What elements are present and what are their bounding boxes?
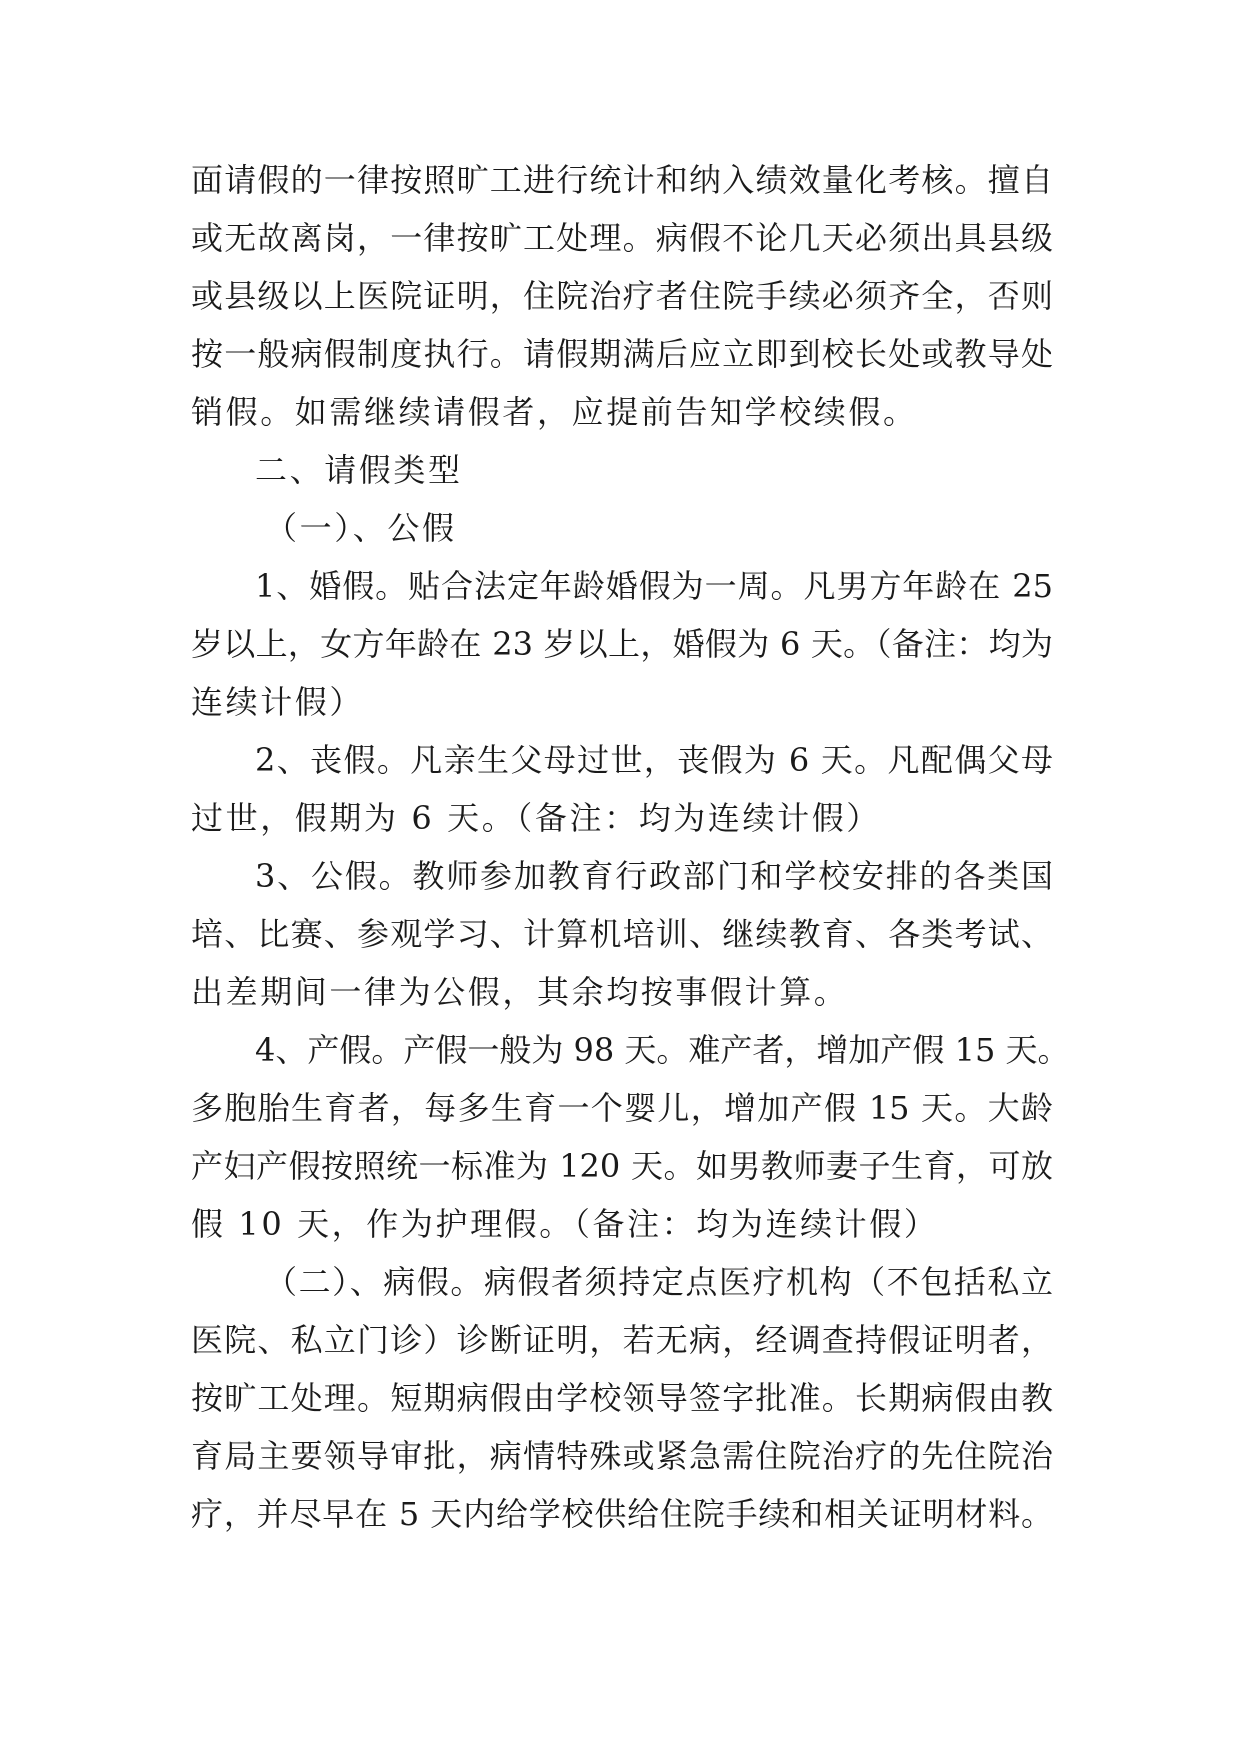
subsection-heading: （一）、公假 (265, 509, 457, 547)
paragraph-line: 出差期间一律为公假，其余均按事假计算。 (191, 973, 849, 1011)
paragraph-line: 多胞胎生育者，每多生育一个婴儿，增加产假 15 天。大龄 (191, 1089, 1053, 1127)
paragraph-line: 过世，假期为 6 天。（备注：均为连续计假） (191, 799, 881, 837)
paragraph-line: 3、公假。教师参加教育行政部门和学校安排的各类国 (255, 857, 1053, 895)
paragraph-line: 或无故离岗，一律按旷工处理。病假不论几天必须出具县级 (191, 219, 1053, 257)
paragraph-line: （二）、病假。病假者须持定点医疗机构（不包括私立 (265, 1263, 1053, 1301)
paragraph-line: 岁以上，女方年龄在 23 岁以上，婚假为 6 天。（备注：均为 (191, 625, 1053, 663)
document-body (191, 151, 1070, 1543)
paragraph-line: 育局主要领导审批，病情特殊或紧急需住院治疗的先住院治 (191, 1437, 1053, 1475)
paragraph-line: 疗，并尽早在 5 天内给学校供给住院手续和相关证明材料。 (191, 1495, 1053, 1533)
paragraph-line: 连续计假） (191, 683, 365, 721)
paragraph-line: 产妇产假按照统一标准为 120 天。如男教师妻子生育，可放 (191, 1147, 1053, 1185)
paragraph-line: 1、婚假。贴合法定年龄婚假为一周。凡男方年龄在 25 (255, 567, 1053, 605)
paragraph-line: 按旷工处理。短期病假由学校领导签字批准。长期病假由教 (191, 1379, 1053, 1417)
paragraph-line: 销假。如需继续请假者，应提前告知学校续假。 (191, 393, 918, 431)
paragraph-line: 或县级以上医院证明，住院治疗者住院手续必须齐全，否则 (191, 277, 1053, 315)
paragraph-line: 2、丧假。凡亲生父母过世，丧假为 6 天。凡配偶父母 (255, 741, 1053, 779)
paragraph-line: 按一般病假制度执行。请假期满后应立即到校长处或教导处 (191, 335, 1053, 373)
paragraph-line: 4、产假。产假一般为 98 天。难产者，增加产假 15 天。 (255, 1031, 1070, 1069)
section-heading: 二、请假类型 (255, 451, 463, 489)
paragraph-line: 培、比赛、参观学习、计算机培训、继续教育、各类考试、 (191, 915, 1053, 953)
paragraph-line: 面请假的一律按照旷工进行统计和纳入绩效量化考核。擅自 (191, 161, 1053, 199)
paragraph-line: 假 10 天，作为护理假。（备注：均为连续计假） (191, 1205, 939, 1243)
paragraph-line: 医院、私立门诊）诊断证明，若无病，经调查持假证明者， (191, 1321, 1053, 1359)
